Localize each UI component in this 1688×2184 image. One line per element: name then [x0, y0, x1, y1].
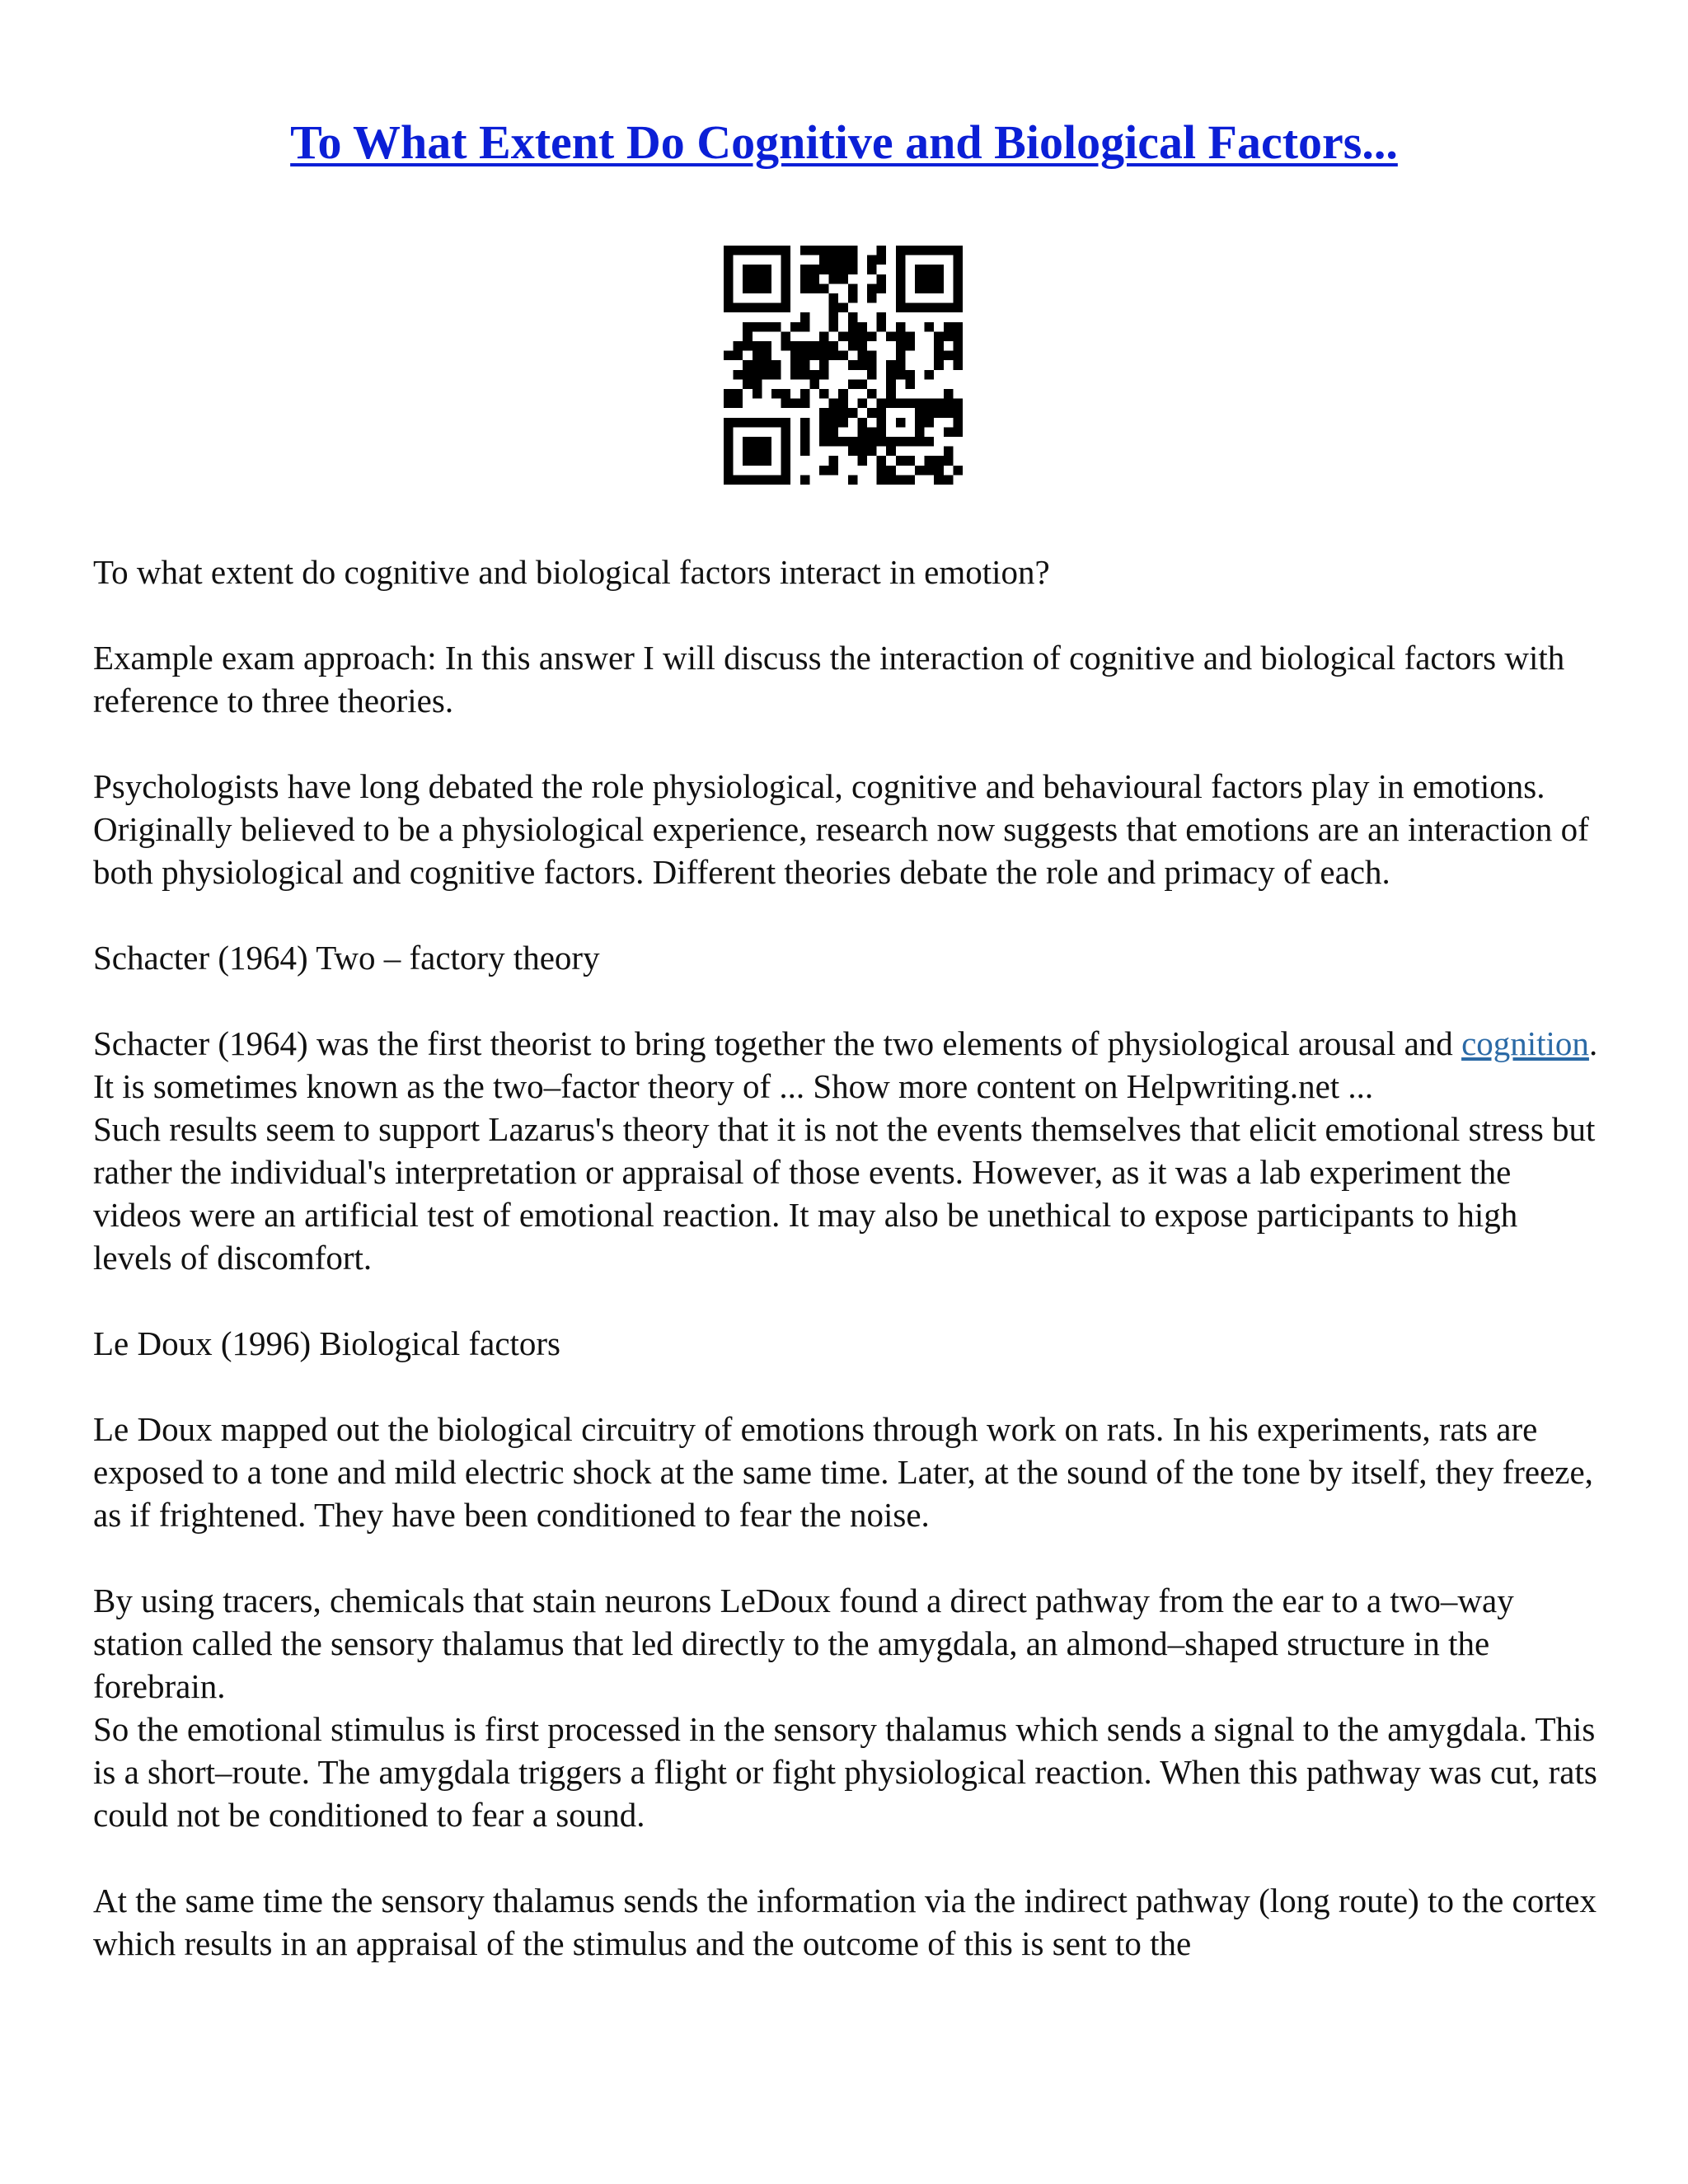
ledoux-rats-paragraph: Le Doux mapped out the biological circuitry of emotions through work on rats. In his experiments, rats are exposed to a tone and mild electric shock at the same time. Later, at the sound of the tone by itself, they freeze, as if frightened. They have been conditioned to fear the noise. — [93, 1410, 1593, 1534]
schacter-text-after: . It is sometimes known as the two–factor theory of ... Show more content on Helpwriting.net ... — [93, 1024, 1598, 1105]
ledoux-tracers-paragraph: By using tracers, chemicals that stain neurons LeDoux found a direct pathway from the ear to a two–way station called the sensory thalamus that led directly to the amygdala, an almond–shaped structure in the forebrain. — [93, 1582, 1514, 1705]
exam-approach-paragraph: Example exam approach: In this answer I will discuss the interaction of cognitive and biological factors with reference to three theories. — [93, 639, 1565, 719]
schacter-text-before: Schacter (1964) was the first theorist to bring together the two elements of physiological arousal and — [93, 1024, 1462, 1062]
lazarus-paragraph: Such results seem to support Lazarus's theory that it is not the events themselves that elicit emotional stress but rather the individual's interpretation or appraisal of those events. However, as it was a lab experiment the videos were an artificial test of emotional reaction. It may also be unethical to expose participants to high levels of discomfort. — [93, 1110, 1596, 1277]
short-route-paragraph: So the emotional stimulus is first processed in the sensory thalamus which sends a signal to the amygdala. This is a short–route. The amygdala triggers a flight or fight physiological reaction. When this pathway was cut, rats could not be conditioned to fear a sound. — [93, 1710, 1597, 1834]
page-title — [0, 114, 1688, 171]
schacter-paragraph — [93, 1022, 1601, 1108]
section-heading-schacter: Schacter (1964) Two – factory theory — [93, 939, 600, 977]
long-route-paragraph: At the same time the sensory thalamus sends the information via the indirect pathway (long route) to the cortex which results in an appraisal of the stimulus and the outcome of this is sent to the — [93, 1882, 1597, 1962]
document-body — [93, 551, 1601, 2008]
cognition-link[interactable]: cognition — [1461, 1024, 1589, 1062]
qr-code-icon — [724, 246, 963, 485]
intro-paragraph: Psychologists have long debated the role physiological, cognitive and behavioural factors play in emotions. Originally believed to be a physiological experience, research now suggests that emotions are an interaction of both physiological and cognitive factors. Different theories debate the role and primacy of each. — [93, 767, 1589, 891]
title-link[interactable]: To What Extent Do Cognitive and Biological Factors... — [290, 115, 1398, 169]
question-paragraph: To what extent do cognitive and biological factors interact in emotion? — [93, 553, 1050, 591]
section-heading-ledoux: Le Doux (1996) Biological factors — [93, 1324, 561, 1362]
